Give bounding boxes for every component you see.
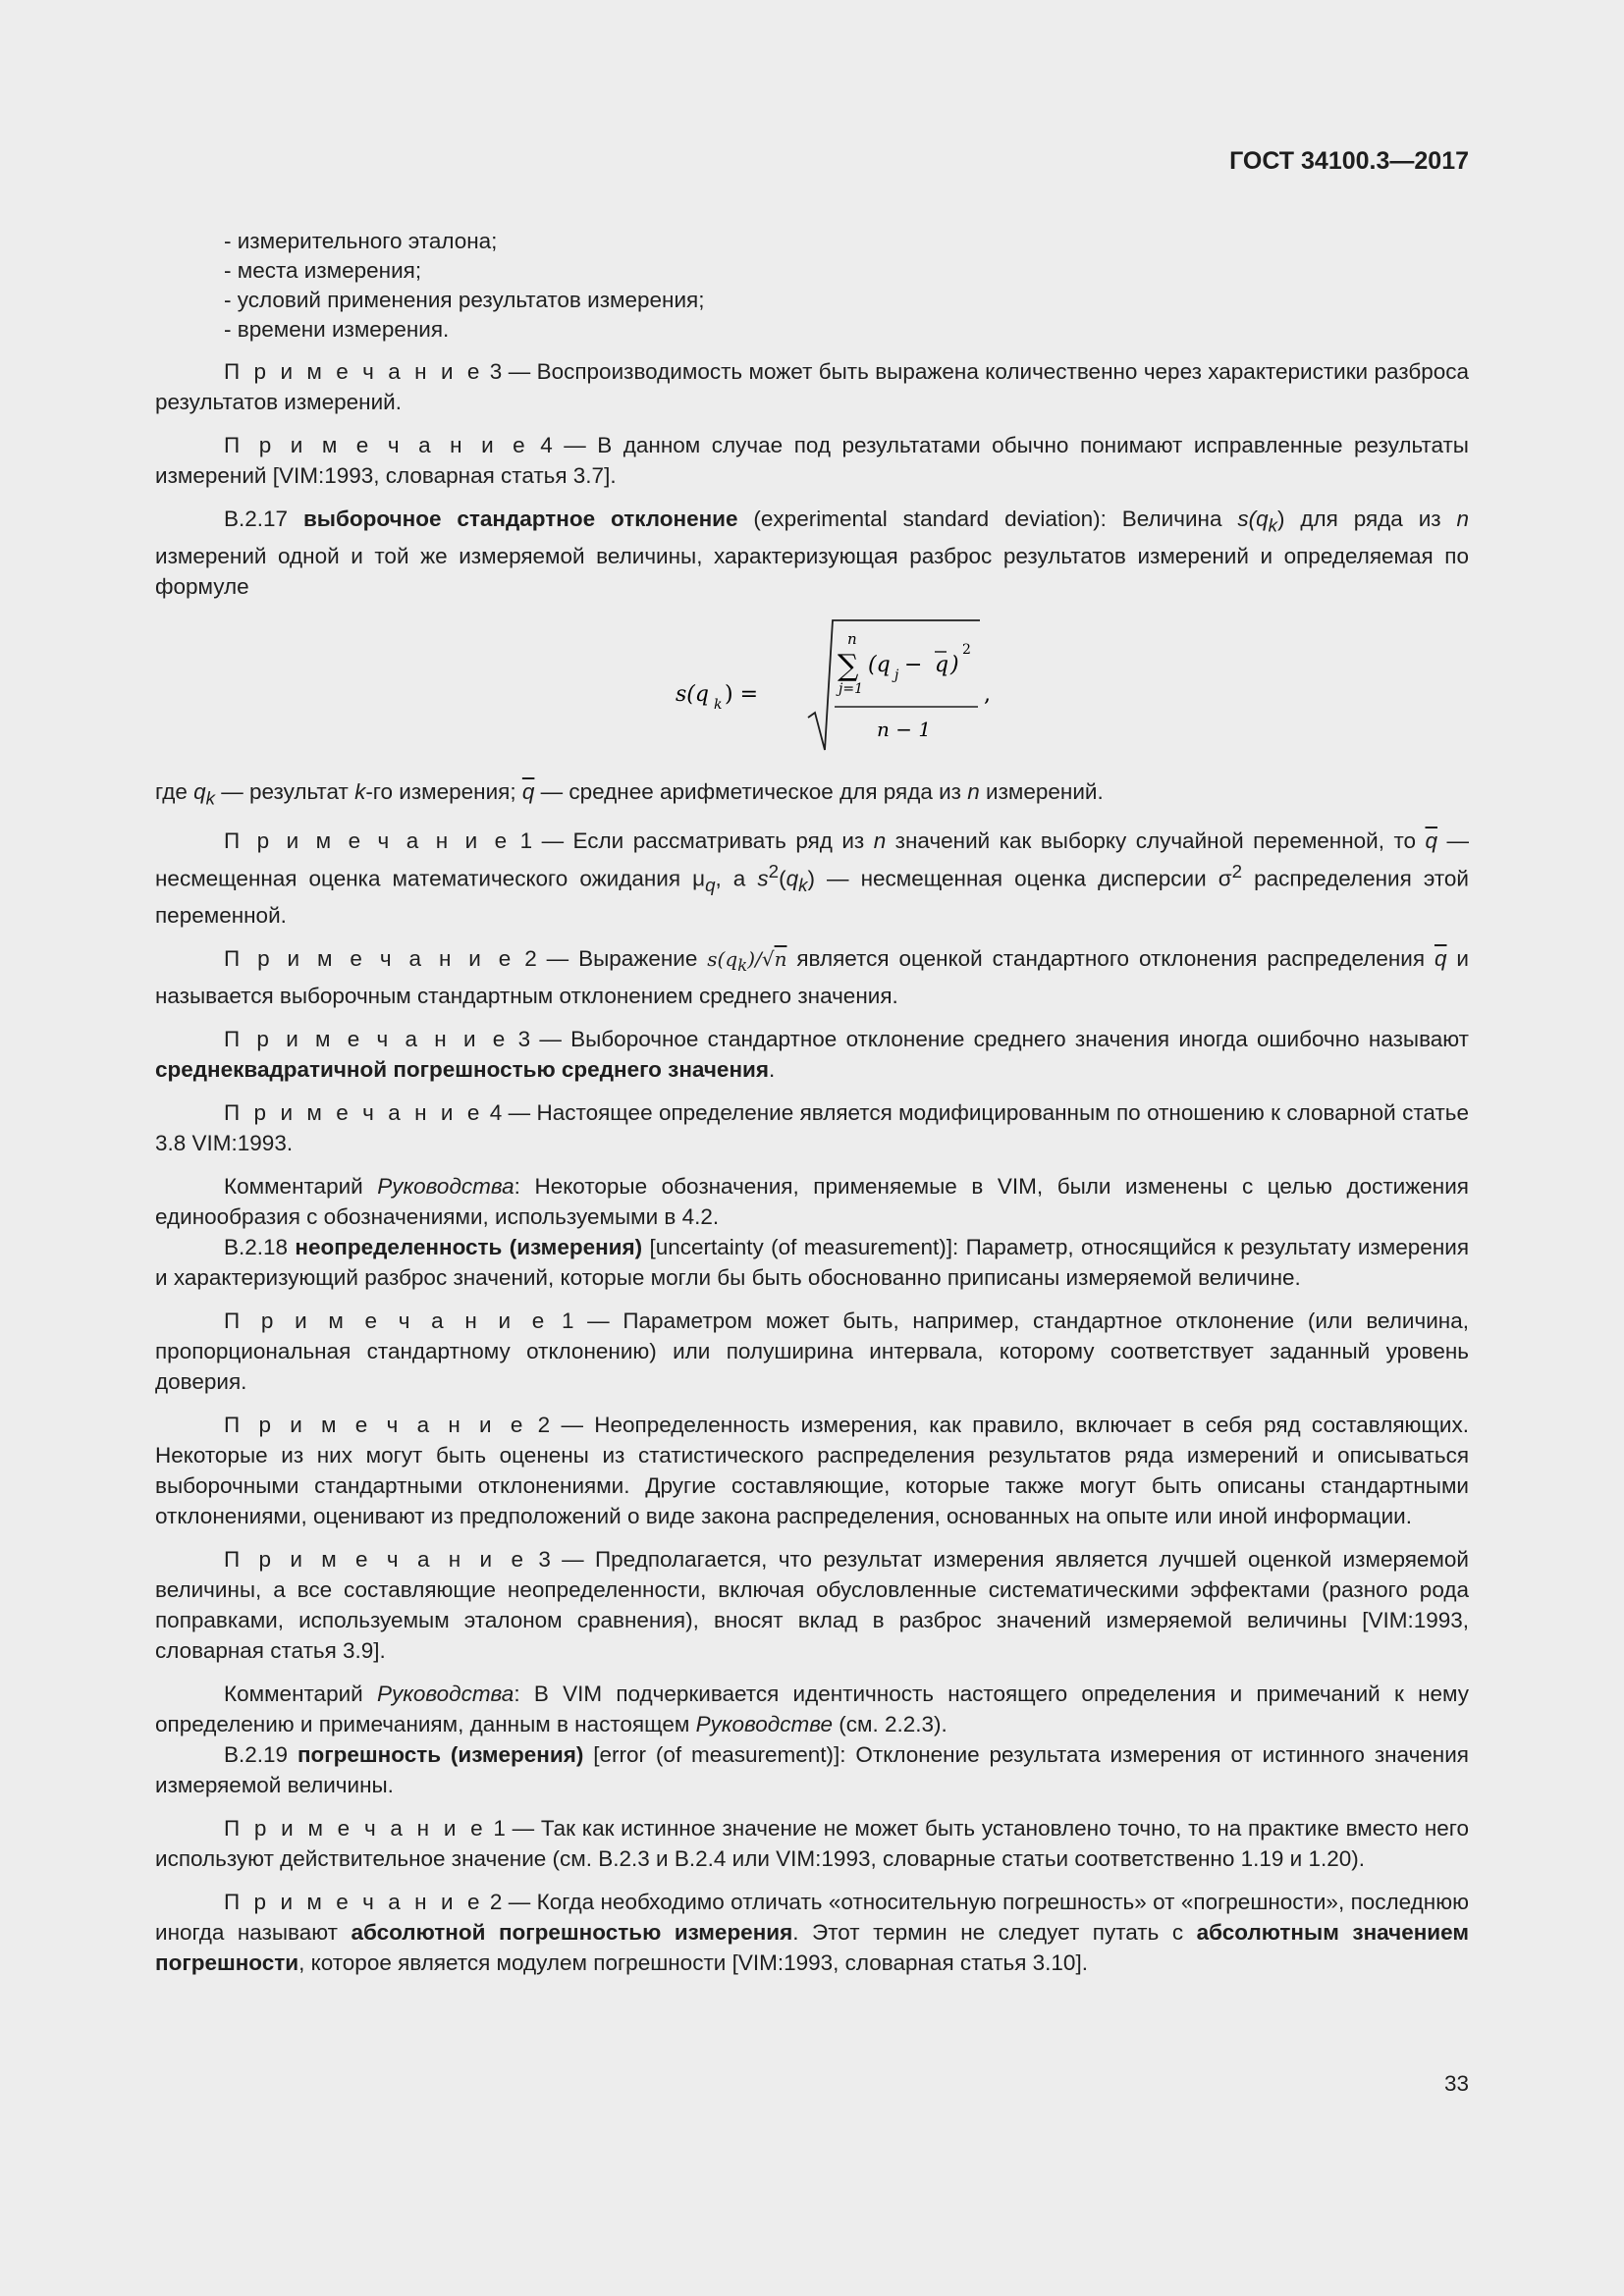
doc-header: ГОСТ 34100.3—2017 — [1229, 147, 1469, 175]
denominator: n − 1 — [877, 717, 932, 741]
note-paragraph: П р и м е ч а н и е 2 — Когда необходимо отличать «относительную погрешность» от «погрешности», последнюю иногда называют абсолютной погрешностью измерения. Этот термин не следует путать с абсолютным значением погрешности, которое является модулем погрешности [VIM:1993, словарная статья 3.10]. — [155, 1890, 1469, 1975]
formula — [155, 614, 1469, 776]
lhs-k: k — [714, 696, 723, 713]
page-body — [155, 226, 1469, 1991]
where-paragraph: где $q_k$ — результат k-го измерения; $\overline{q}$ — среднее арифметическое для ряда из n измерений. — [155, 778, 1104, 808]
definition-b218: B.2.18 неопределенность (измерения) [uncertainty (of measurement)]: Параметр, относящийся к результату измерения и характеризующий разброс значений, которые могли бы быть обоснованно приписаны измеряемой величине. — [155, 1235, 1469, 1290]
sum-upper-limit: n — [847, 629, 857, 648]
sigma-symbol: ∑ — [838, 648, 859, 683]
numerator-minus: − — [904, 652, 923, 677]
sum-lower-limit: j=1 — [839, 680, 863, 697]
numerator-q: (q — [868, 652, 891, 677]
numerator-j: j — [894, 667, 899, 683]
comment-paragraph: Комментарий Руководства: Некоторые обозначения, применяемые в VIM, были изменены с целью достижения единообразия с обозначениями, используемыми в 4.2. — [155, 1174, 1469, 1229]
list-item: - измерительного эталона; — [224, 229, 498, 253]
lhs-close-equals: ) = — [725, 681, 759, 707]
note-paragraph: П р и м е ч а н и е 1 — Параметром может быть, например, стандартное отклонение (или величина, пропорциональная стандартному отклонению) или полуширина интервала, которому соответствует заданный уровень доверия. — [155, 1308, 1469, 1394]
list-block — [224, 226, 1469, 344]
definition-b217: B.2.17 выборочное стандартное отклонение (experimental standard deviation): Величина $s(q_k)$ для ряда из n измерений одной и той же измеряемой величины, характеризующая разброс результатов измерений и определяемая по формуле — [155, 507, 1470, 599]
page-number: 33 — [1443, 2071, 1469, 2096]
numerator-square: 2 — [962, 641, 971, 658]
lhs-s-q: s(q — [676, 681, 709, 707]
list-item: - времени измерения. — [224, 317, 450, 342]
list-item: - условий применения результатов измерения; — [224, 288, 705, 312]
note-paragraph: П р и м е ч а н и е 2 — Выражение $s(q_k)/√n$ является оценкой стандартного отклонения распределения $\overline{q}$ и называется выборочным стандартным отклонением среднего значения. — [155, 946, 1469, 1008]
note-paragraph: П р и м е ч а н и е 4 — Настоящее определение является модифицированным по отношению к словарной статье 3.8 VIM:1993. — [155, 1100, 1469, 1155]
expression-s-qk-over-sqrt-n: $s(q_k)/√n$ — [707, 947, 787, 975]
note-paragraph: П р и м е ч а н и е 3 — Воспроизводимость может быть выражена количественно через характеристики разброса результатов измерений. — [155, 359, 1469, 414]
definition-b219: B.2.19 погрешность (измерения) [error (of measurement)]: Отклонение результата измерения от истинного значения измеряемой величины. — [155, 1742, 1469, 1797]
note-paragraph: П р и м е ч а н и е 4 — В данном случае под результатами обычно понимают исправленные результаты измерений [VIM:1993, словарная статья 3.7]. — [155, 433, 1469, 488]
note-paragraph: П р и м е ч а н и е 1 — Так как истинное значение не может быть установлено точно, то на практике вместо него используют действительное значение (см. B.2.3 и B.2.4 или VIM:1993, словарные статьи соответственно 1.19 и 1.20). — [155, 1816, 1469, 1871]
note-paragraph: П р и м е ч а н и е 3 — Предполагается, что результат измерения является лучшей оценкой измеряемой величины, а все составляющие неопределенности, включая обусловленные систематическими эффектами (разного рода поправками, используемым эталоном сравнения), вносят вклад в разброс значений измеряемой величины [VIM:1993, словарная статья 3.9]. — [155, 1547, 1469, 1663]
note-paragraph: П р и м е ч а н и е 1 — Если рассматривать ряд из n значений как выборку случайной переменной, то $\overline{q}$ — несмещенная оценка математического ожидания $\mu_q$, а $s^2(q_k)$ — несмещенная оценка дисперсии $\sigma^2$ распределения этой переменной. — [155, 828, 1469, 928]
numerator-qbar: q — [935, 652, 949, 677]
formula-comma: , — [984, 681, 991, 707]
note-paragraph: П р и м е ч а н и е 3 — Выборочное стандартное отклонение среднего значения иногда ошибочно называют среднеквадратичной погрешностью среднего значения. — [155, 1027, 1469, 1082]
formula-graphic — [676, 614, 1108, 772]
note-paragraph: П р и м е ч а н и е 2 — Неопределенность измерения, как правило, включает в себя ряд составляющих. Некоторые из них могут быть оценены из статистического распределения результатов ряда измерений и описываться выборочными стандартными отклонениями. Другие составляющие, которые также могут быть описаны стандартными отклонениями, оценивают из предположений о виде закона распределения, основанных на опыте или иной информации. — [155, 1413, 1469, 1528]
numerator-close: ) — [950, 652, 959, 677]
list-item: - места измерения; — [224, 258, 422, 283]
comment-paragraph: Комментарий Руководства: В VIM подчеркивается идентичность настоящего определения и примечаний к нему определению и примечаниям, данным в настоящем Руководстве (см. 2.2.3). — [155, 1682, 1469, 1736]
